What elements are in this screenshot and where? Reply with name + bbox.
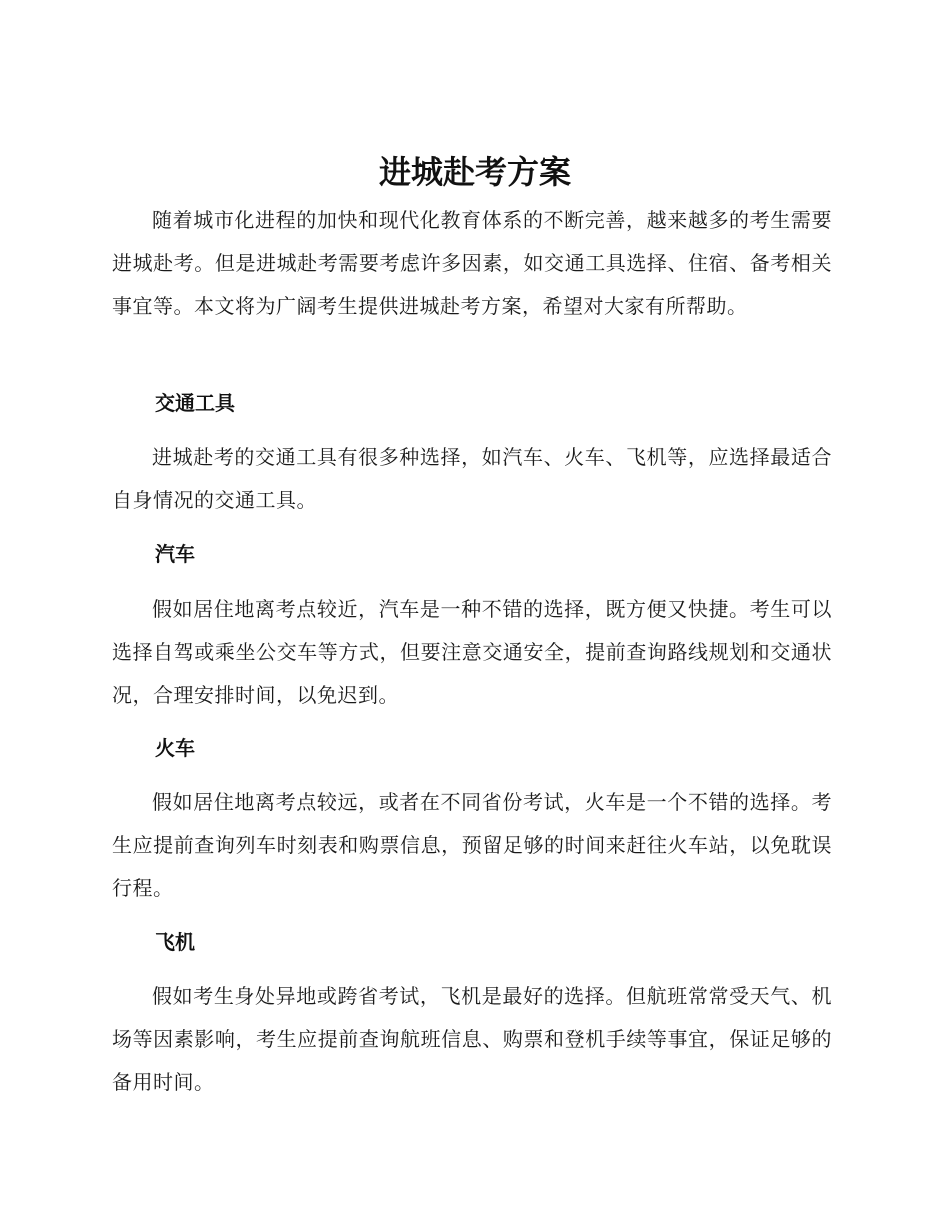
section-heading-car: 汽车 [155, 542, 195, 566]
section-heading-plane: 飞机 [155, 930, 195, 954]
section-heading-transport: 交通工具 [155, 391, 235, 415]
section-body-transport: 进城赴考的交通工具有很多种选择，如汽车、火车、飞机等，应选择最适合自身情况的交通工具。 [112, 445, 832, 512]
section-heading-train: 火车 [155, 736, 195, 760]
intro-paragraph: 随着城市化进程的加快和现代化教育体系的不断完善，越来越多的考生需要进城赴考。但是进城赴考需要考虑许多因素，如交通工具选择、住宿、备考相关事宜等。本文将为广阔考生提供进城赴考方案，希望对大家有所帮助。 [112, 208, 832, 318]
document-title: 进城赴考方案 [378, 153, 571, 191]
section-body-train: 假如居住地离考点较远，或者在不同省份考试，火车是一个不错的选择。考生应提前查询列车时刻表和购票信息，预留足够的时间来赶往火车站，以免耽误行程。 [112, 790, 832, 900]
section-body-plane: 假如考生身处异地或跨省考试，飞机是最好的选择。但航班常常受天气、机场等因素影响，考生应提前查询航班信息、购票和登机手续等事宜，保证足够的备用时间。 [112, 984, 832, 1094]
section-body-car: 假如居住地离考点较近，汽车是一种不错的选择，既方便又快捷。考生可以选择自驾或乘坐公交车等方式，但要注意交通安全，提前查询路线规划和交通状况，合理安排时间，以免迟到。 [112, 597, 832, 707]
